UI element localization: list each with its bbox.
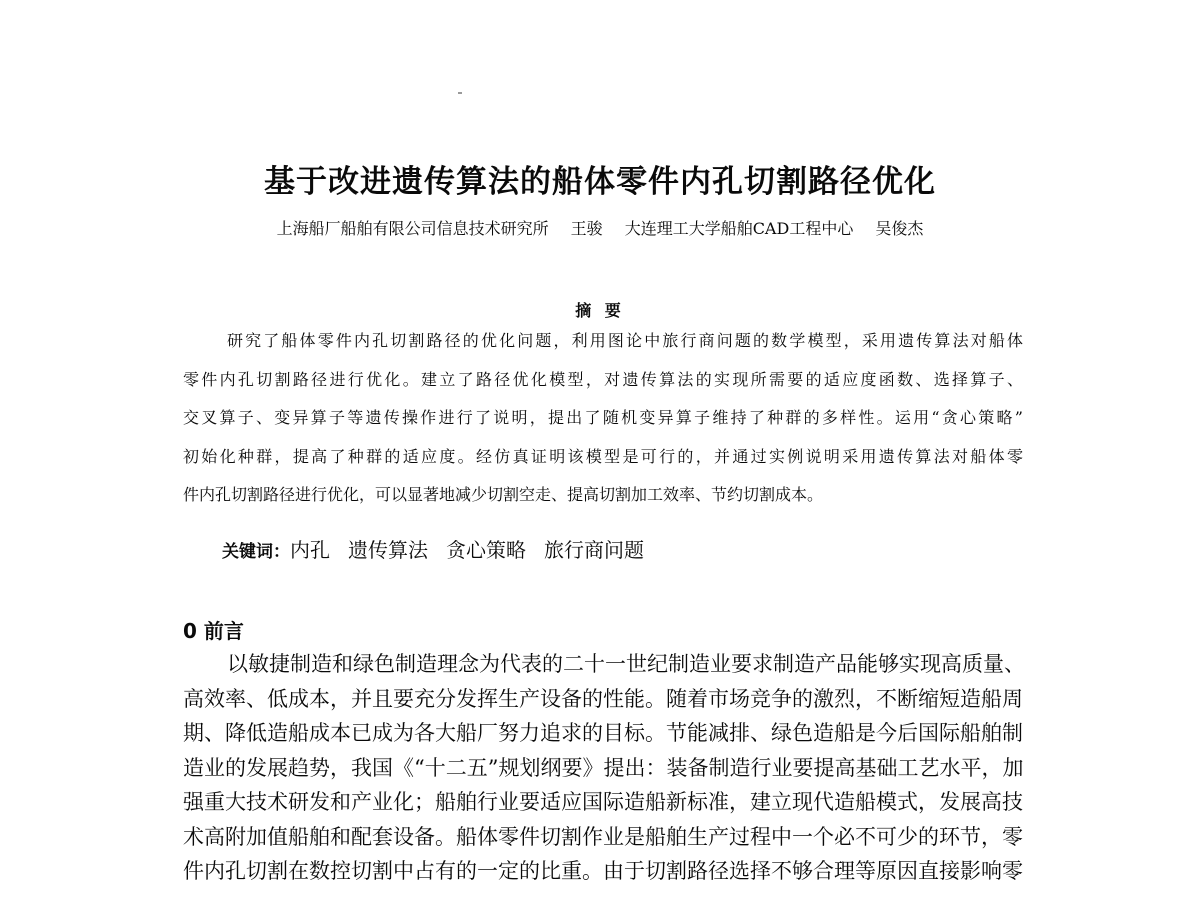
abstract-body bbox=[183, 333, 1023, 526]
section-body bbox=[183, 652, 1023, 894]
keyword: 遗传算法 bbox=[348, 538, 428, 562]
body-line: 期、降低造船成本已成为各大船厂努力追求的目标。节能减排、绿色造船是今后国际船舶制 bbox=[183, 721, 1023, 745]
abstract-line: 交叉算子、变异算子等遗传操作进行了说明，提出了随机变异算子维持了种群的多样性。运用“贪心策略” bbox=[183, 408, 1023, 427]
body-line: 高效率、低成本，并且要充分发挥生产设备的性能。随着市场竞争的激烈，不断缩短造船周 bbox=[183, 686, 1023, 711]
paper-title: 基于改进遗传算法的船体零件内孔切割路径优化 bbox=[264, 164, 936, 200]
section-heading: 0 前言 bbox=[183, 619, 244, 643]
abstract-line: 研究了船体零件内孔切割路径的优化问题，利用图论中旅行商问题的数学模型，采用遗传算法对船体 bbox=[227, 331, 1023, 350]
keywords-label: 关键词： bbox=[222, 542, 290, 562]
author-2: 吴俊杰 bbox=[875, 219, 924, 238]
affiliation-2: 大连理工大学船舶CAD工程中心 bbox=[624, 219, 854, 238]
keyword: 贪心策略 bbox=[446, 538, 526, 562]
body-line: 以敏捷制造和绿色制造理念为代表的二十一世纪制造业要求制造产品能够实现高质量、 bbox=[227, 652, 1025, 676]
keywords-line bbox=[222, 534, 662, 563]
scan-speck bbox=[458, 92, 462, 94]
body-line: 造业的发展趋势，我国《“十二五”规划纲要》提出：装备制造行业要提高基础工艺水平，加 bbox=[183, 755, 1024, 780]
keyword: 旅行商问题 bbox=[544, 538, 644, 562]
abstract-line: 件内孔切割路径进行优化，可以显著地减少切割空走、提高切割加工效率、节约切割成本。 bbox=[183, 485, 824, 504]
body-line: 术高附加值船舶和配套设备。船体零件切割作业是船舶生产过程中一个必不可少的环节，零 bbox=[183, 824, 1023, 849]
body-line: 强重大技术研发和产业化；船舶行业要适应国际造船新标准，建立现代造船模式，发展高技 bbox=[183, 790, 1023, 814]
abstract-line: 零件内孔切割路径进行优化。建立了路径优化模型，对遗传算法的实现所需要的适应度函数、选择算子、 bbox=[183, 369, 1023, 389]
abstract-line: 初始化种群，提高了种群的适应度。经仿真证明该模型是可行的，并通过实例说明采用遗传算法对船体零 bbox=[183, 446, 1023, 466]
abstract-heading: 摘 要 bbox=[575, 301, 625, 320]
body-line: 件内孔切割在数控切割中占有的一定的比重。由于切割路径选择不够合理等原因直接影响零 bbox=[183, 859, 1023, 883]
author-line bbox=[0, 216, 1200, 239]
author-1: 王骏 bbox=[570, 219, 603, 238]
affiliation-1: 上海船厂船舶有限公司信息技术研究所 bbox=[276, 219, 549, 238]
keyword: 内孔 bbox=[290, 538, 330, 562]
